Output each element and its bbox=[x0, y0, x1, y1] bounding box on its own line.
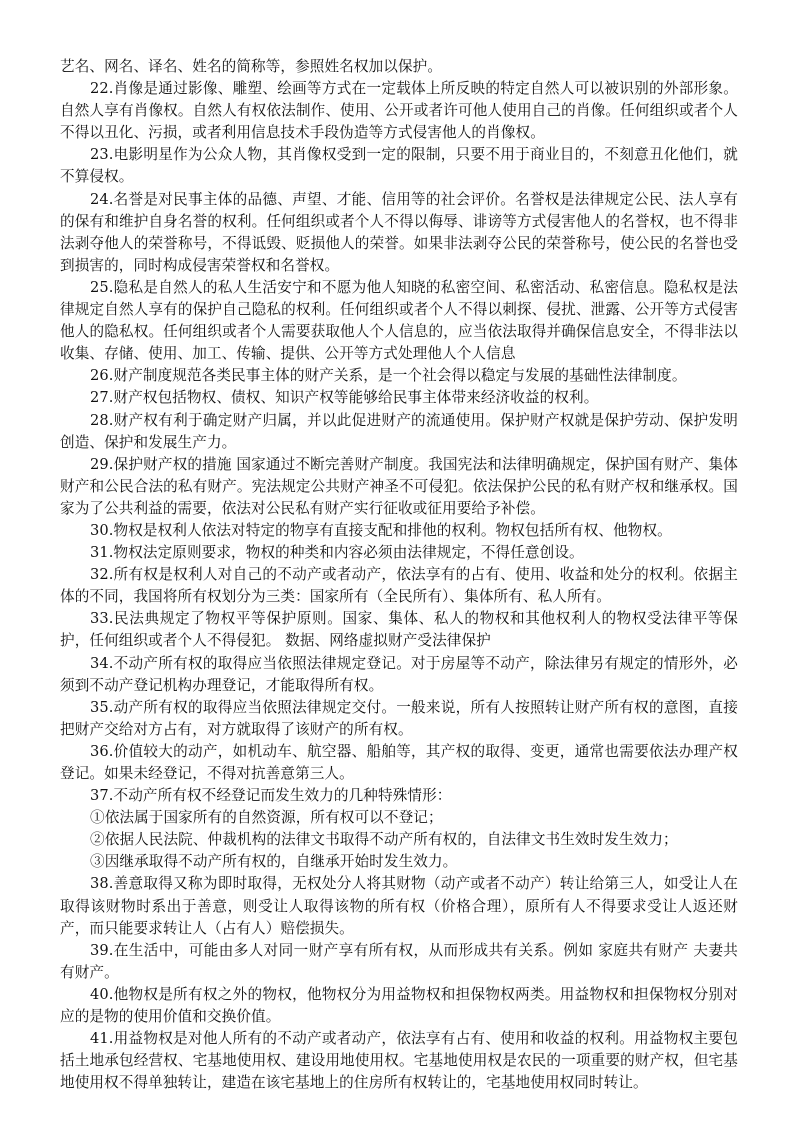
paragraph-36: 36.价值较大的动产，如机动车、航空器、船舶等，其产权的取得、变更，通常也需要依法办理产权登记。如果未经登记，不得对抗善意第三人。 bbox=[60, 742, 738, 782]
paragraph-29: 29.保护财产权的措施 国家通过不断完善财产制度。我国宪法和法律明确规定，保护国有财产、集体财产和公民合法的私有财产。宪法规定公共财产神圣不可侵犯。依法保护公民的私有财产权和继承权。国家为了公共利益的需要，依法对公民私有财产实行征收或征用要给予补偿。 bbox=[60, 455, 738, 517]
paragraph-continuation: 艺名、网名、译名、姓名的简称等，参照姓名权加以保护。 bbox=[60, 58, 443, 75]
paragraph-31: 31.物权法定原则要求，物权的种类和内容必须由法律规定，不得任意创设。 bbox=[90, 544, 584, 562]
paragraph-40: 40.他物权是所有权之外的物权，他物权分为用益物权和担保物权两类。用益物权和担保物权分别对应的是物的使用价值和交换价值。 bbox=[60, 985, 738, 1026]
paragraph-39: 39.在生活中，可能由多人对同一财产享有所有权，从而形成共有关系。例如 家庭共有财产 夫妻共有财产。 bbox=[60, 941, 738, 981]
paragraph-27: 27.财产权包括物权、债权、知识产权等能够给民事主体带来经济收益的权利。 bbox=[90, 389, 599, 407]
paragraph-35: 35.动产所有权的取得应当依照法律规定交付。一般来说，所有人按照转让财产所有权的意图，直接把财产交给对方占有，对方就取得了该财产的所有权。 bbox=[60, 698, 738, 738]
paragraph-28: 28.财产权有利于确定财产归属，并以此促进财产的流通使用。保护财产权就是保护劳动、保护发明创造、保护和发展生产力。 bbox=[60, 411, 738, 451]
paragraph-33: 33.民法典规定了物权平等保护原则。国家、集体、私人的物权和其他权利人的物权受法律平等保护，任何组织或者个人不得侵犯。 数据、网络虚拟财产受法律保护 bbox=[60, 610, 738, 650]
paragraph-37: 37.不动产所有权不经登记而发生效力的几种特殊情形： bbox=[90, 787, 452, 805]
paragraph-38: 38.善意取得又称为即时取得，无权处分人将其财物（动产或者不动产）转让给第三人，如受让人在取得该财物时系出于善意，则受让人取得该物的所有权（价格合理），原所有人不得要求受让人返还财产，而只能要求转让人（占有人）赔偿损失。 bbox=[60, 875, 738, 937]
paragraph-22: 22.肖像是通过影像、雕塑、绘画等方式在一定载体上所反映的特定自然人可以被识别的外部形象。 自然人享有肖像权。自然人有权依法制作、使用、公开或者许可他人使用自己的肖像。任何组织或者个人不得以丑化、污损，或者利用信息技术手段伪造等方式侵害他人的肖像权。 bbox=[60, 80, 738, 142]
paragraph-24: 24.名誉是对民事主体的品德、声望、才能、信用等的社会评价。名誉权是法律规定公民、法人享有的保有和维护自身名誉的权利。任何组织或者个人不得以侮辱、诽谤等方式侵害他人的名誉权，也不得非法剥夺他人的荣誉称号，不得诋毁、贬损他人的荣誉。如果非法剥夺公民的荣誉称号，使公民的名誉也受到损害的，同时构成侵害荣誉权和名誉权。 bbox=[60, 190, 738, 274]
paragraph-26: 26.财产制度规范各类民事主体的财产关系，是一个社会得以稳定与发展的基础性法律制度。 bbox=[90, 367, 687, 385]
paragraph-25: 25.隐私是自然人的私人生活安宁和不愿为他人知晓的私密空间、私密活动、私密信息。隐私权是法律规定自然人享有的保护自己隐私的权利。任何组织或者个人不得以刺探、侵扰、泄露、公开等方式侵害他人的隐私权。任何组织或者个人需要获取他人个人信息的，应当依法取得并确保信息安全，不得非法以收集、存储、使用、加工、传输、提供、公开等方式处理他人个人信息 bbox=[60, 278, 738, 363]
paragraph-34: 34.不动产所有权的取得应当依照法律规定登记。对于房屋等不动产，除法律另有规定的情形外，必须到不动产登记机构办理登记，才能取得所有权。 bbox=[60, 654, 738, 694]
list-item-3: ③因继承取得不动产所有权的，自继承开始时发生效力。 bbox=[90, 853, 458, 871]
paragraph-41: 41.用益物权是对他人所有的不动产或者动产，依法享有占有、使用和收益的权利。用益物权主要包括土地承包经营权、宅基地使用权、建设用地使用权。宅基地使用权是农民的一项重要的财产权，但宅基地使用权不得单独转让，建造在该宅基地上的住房所有权转让的，宅基地使用权同时转让。 bbox=[60, 1030, 738, 1092]
list-item-2: ②依据人民法院、仲裁机构的法律文书取得不动产所有权的，自法律文书生效时发生效力； bbox=[90, 831, 678, 849]
paragraph-32: 32.所有权是权利人对自己的不动产或者动产，依法享有的占有、使用、收益和处分的权利。依据主体的不同，我国将所有权划分为三类：国家所有（全民所有）、集体所有、私人所有。 bbox=[60, 566, 738, 606]
list-item-1: ①依法属于国家所有的自然资源，所有权可以不登记； bbox=[90, 809, 443, 827]
paragraph-30: 30.物权是权利人依法对特定的物享有直接支配和排他的权利。物权包括所有权、他物权。 bbox=[90, 521, 672, 539]
paragraph-23: 23.电影明星作为公众人物，其肖像权受到一定的限制，只要不用于商业目的，不刻意丑化他们，就不算侵权。 bbox=[60, 146, 738, 186]
